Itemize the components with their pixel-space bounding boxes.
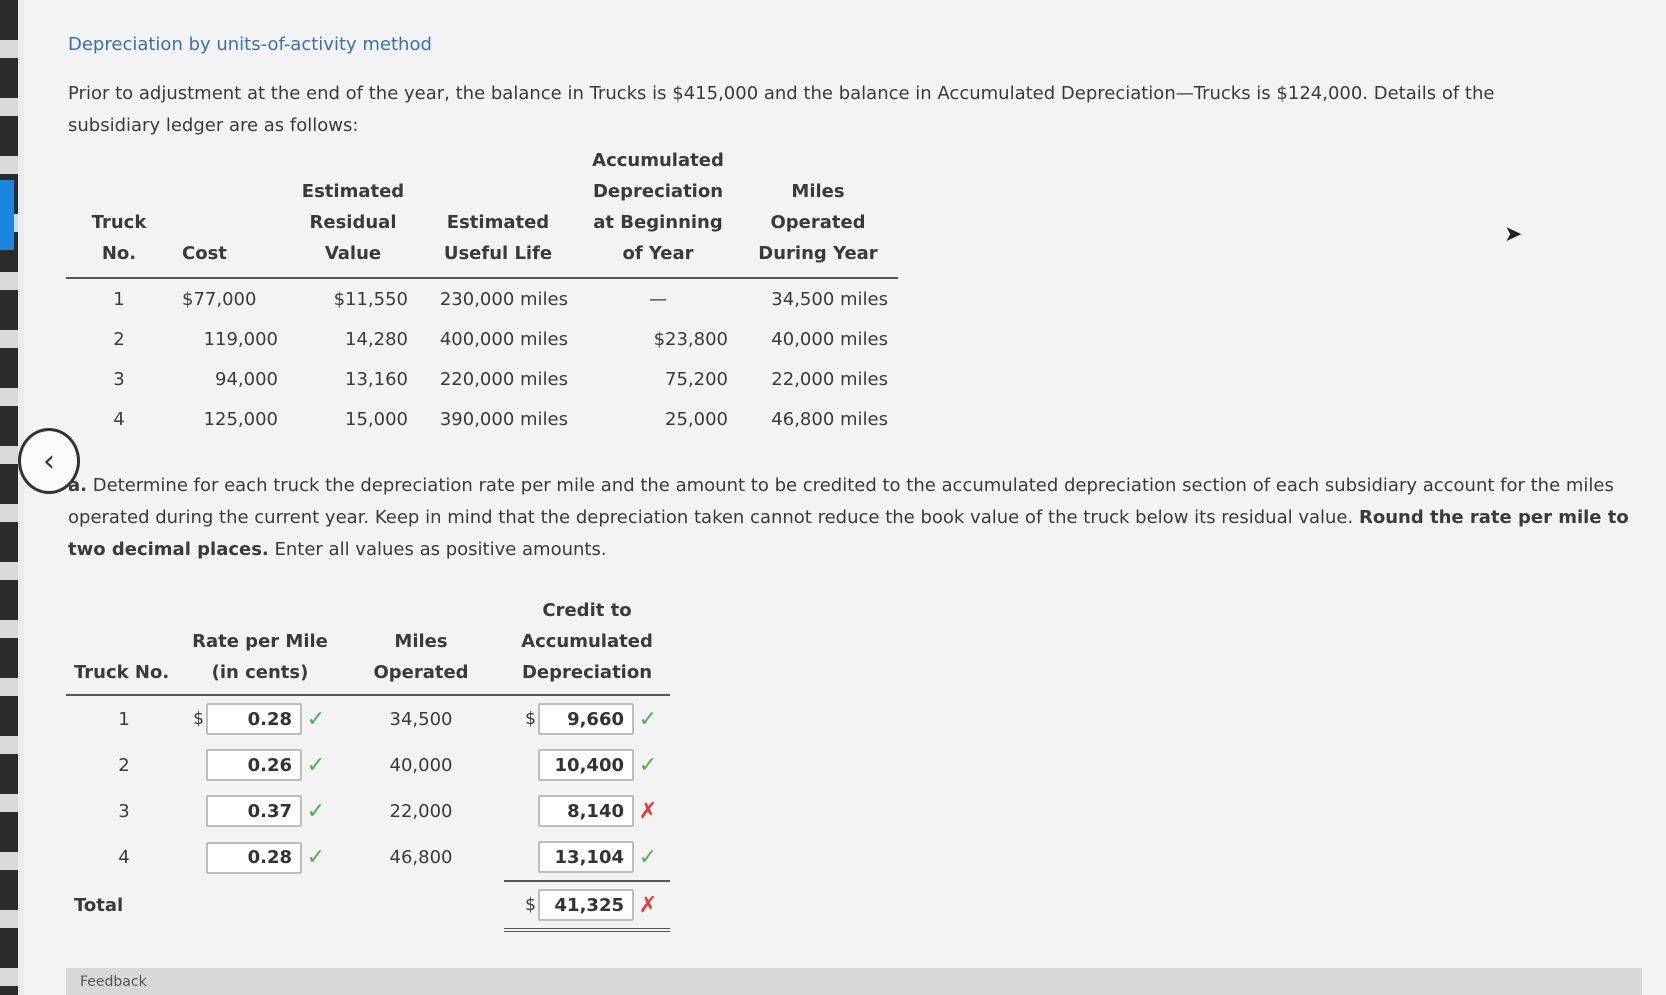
cell-accum: — (649, 288, 667, 310)
table-row (66, 278, 898, 319)
total-credit-input[interactable] (538, 889, 634, 921)
cell-accum: $23,800 (653, 328, 728, 350)
col-truck-no: Truck No. (66, 145, 172, 278)
rate-input-2[interactable] (206, 749, 302, 781)
col-miles-operated: Miles Operated (338, 595, 504, 695)
check-icon: ✓ (306, 798, 326, 824)
currency-symbol: $ (193, 709, 204, 729)
feedback-bar[interactable]: Feedback (66, 968, 1642, 995)
col-cost: Cost (172, 145, 288, 278)
cell-truck: 3 (113, 368, 125, 390)
table-row (66, 788, 670, 834)
back-chevron-icon[interactable]: ‹ (18, 428, 80, 494)
cell-cost: $77,000 (182, 288, 257, 310)
col-miles-operated: Miles Operated During Year (738, 145, 898, 278)
table-row (66, 359, 898, 399)
background-window-accent (0, 180, 14, 250)
col-rate: Rate per Mile (in cents) (182, 595, 338, 695)
credit-input-3[interactable] (538, 795, 634, 827)
cell-residual: $11,550 (333, 288, 408, 310)
table-row (66, 695, 670, 742)
rate-input-3[interactable] (206, 795, 302, 827)
cell-miles: 22,000 miles (771, 368, 888, 390)
cell-life: 220,000 miles (439, 368, 568, 390)
problem-intro: Prior to adjustment at the end of the year, the balance in Trucks is $415,000 and the balance in Accumulated Depreciation—Trucks is $124,000. Details of the subsidiary ledger are as follows: (68, 83, 1495, 136)
total-row (66, 881, 670, 930)
cell-residual: 13,160 (345, 368, 408, 390)
question-label: a. (68, 475, 87, 496)
cell-truck: 2 (113, 328, 125, 350)
cross-icon: ✗ (638, 892, 658, 918)
cell-miles: 46,800 miles (771, 408, 888, 430)
cell-life: 390,000 miles (439, 408, 568, 430)
background-window-strip (0, 0, 18, 995)
check-icon: ✓ (638, 752, 658, 778)
mouse-cursor-icon: ➤ (1504, 222, 1523, 247)
col-credit: Credit to Accumulated Depreciation (504, 595, 670, 695)
rate-input-1[interactable] (206, 703, 302, 735)
question-tail: Enter all values as positive amounts. (274, 539, 607, 560)
credit-input-4[interactable] (538, 841, 634, 873)
cell-cost: 125,000 (203, 408, 278, 430)
content-panel (24, 0, 1666, 995)
question-rounding-note: Round the rate per mile to two decimal places. (68, 507, 1629, 560)
currency-symbol: $ (525, 895, 536, 915)
cell-truck: 4 (113, 408, 125, 430)
check-icon: ✓ (306, 845, 326, 870)
check-icon: ✓ (638, 844, 658, 870)
check-icon: ✓ (638, 706, 658, 732)
cell-residual: 14,280 (345, 328, 408, 350)
answer-table (66, 595, 670, 932)
question-a (68, 470, 1638, 566)
cross-icon: ✗ (638, 798, 658, 824)
col-residual: Estimated Residual Value (288, 145, 418, 278)
cell-miles: 34,500 (389, 708, 453, 730)
table-row (66, 742, 670, 788)
table-row (66, 399, 898, 439)
subsidiary-ledger-table (66, 145, 898, 439)
currency-symbol: $ (525, 709, 536, 729)
check-icon: ✓ (306, 706, 326, 732)
credit-input-2[interactable] (538, 749, 634, 781)
cell-miles: 40,000 (389, 754, 453, 776)
col-truck-no: Truck No. (66, 595, 182, 695)
cell-miles: 46,800 (389, 847, 453, 868)
cell-truck: 2 (118, 754, 130, 776)
table-row (66, 834, 670, 881)
cell-truck: 1 (113, 288, 125, 310)
cell-truck: 4 (118, 847, 130, 868)
problem-title: Depreciation by units-of-activity method (68, 34, 432, 55)
total-label: Total (74, 895, 124, 916)
check-icon: ✓ (306, 752, 326, 778)
question-text: Determine for each truck the depreciation rate per mile and the amount to be credited to the accumulated depreciation section of each subsidiary account for the miles operated during the current year. Keep in mind that the depreciation taken cannot reduce the book value of the truck below its residual value. (68, 475, 1614, 528)
credit-input-1[interactable] (538, 703, 634, 735)
col-accumulated: Accumulated Depreciation at Beginning of Year (578, 145, 738, 278)
cell-miles: 22,000 (389, 800, 453, 822)
cell-miles: 34,500 miles (771, 288, 888, 310)
rate-input-4[interactable] (206, 842, 302, 874)
cell-life: 230,000 miles (439, 288, 568, 310)
cell-truck: 1 (118, 708, 130, 730)
table-row (66, 319, 898, 359)
cell-accum: 25,000 (665, 408, 728, 430)
cell-truck: 3 (118, 800, 130, 822)
cell-accum: 75,200 (665, 368, 728, 390)
col-useful-life: Estimated Useful Life (418, 145, 578, 278)
cell-miles: 40,000 miles (771, 328, 888, 350)
cell-residual: 15,000 (345, 408, 408, 430)
cell-cost: 94,000 (215, 368, 278, 390)
cell-cost: 119,000 (203, 328, 278, 350)
cell-life: 400,000 miles (439, 328, 568, 350)
